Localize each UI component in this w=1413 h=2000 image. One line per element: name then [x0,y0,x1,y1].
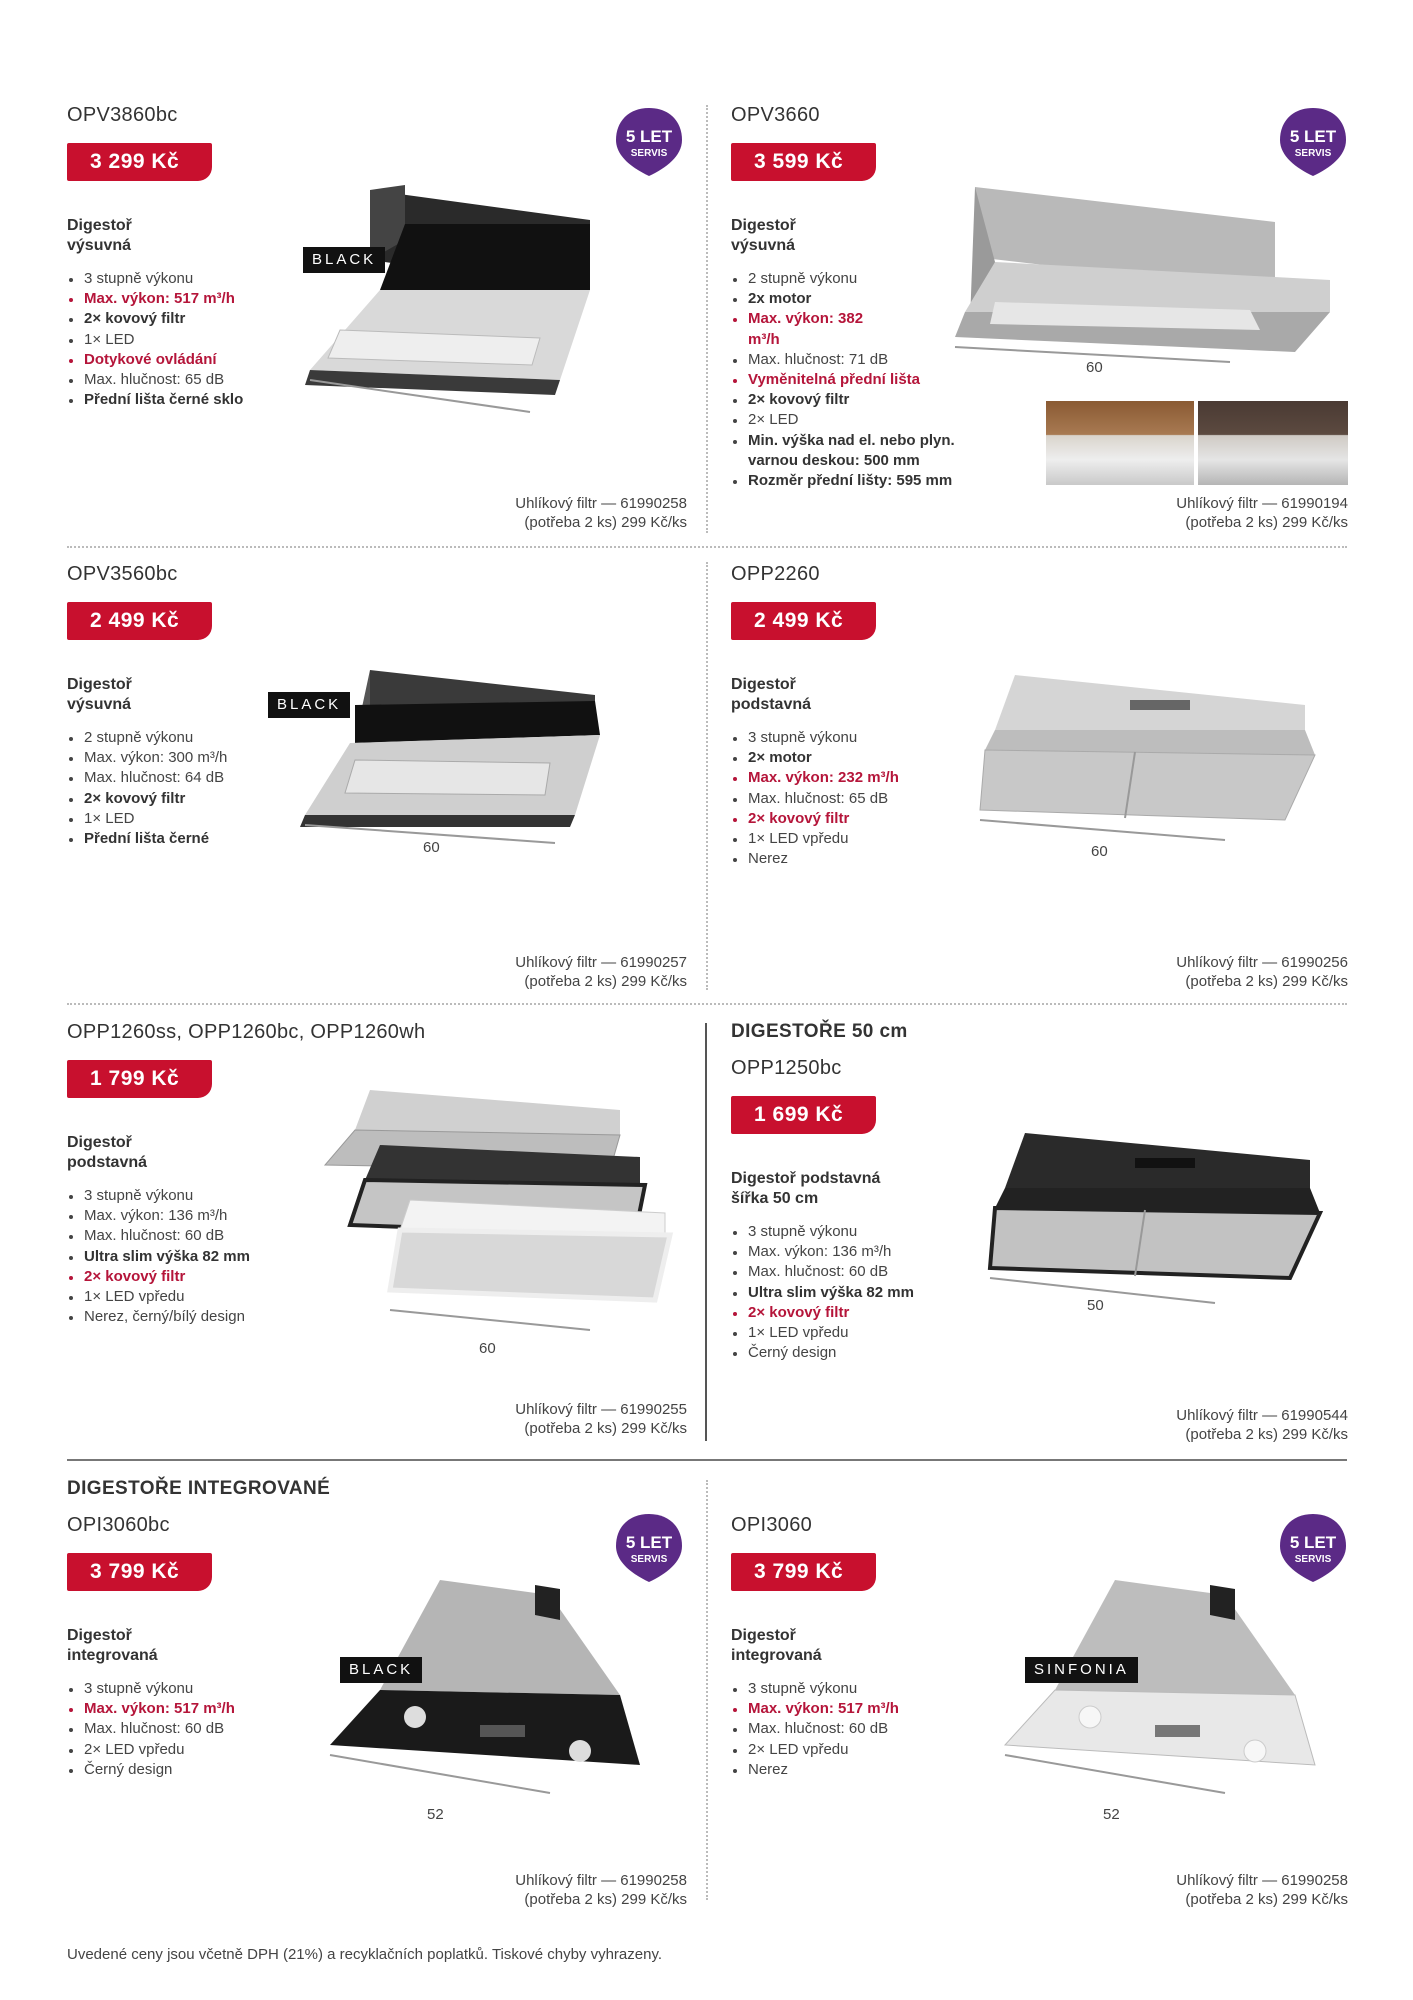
5-let-servis-badge [614,1512,684,1584]
product-title: OPP1260ss, OPP1260bc, OPP1260wh [67,1021,426,1043]
price-tag: 3 599 Kč [731,143,876,181]
price-tag: 1 799 Kč [67,1060,212,1098]
carbon-filter-info: Uhlíkový filtr — 61990258 (potřeba 2 ks) 299 Kč/ks [1176,1872,1348,1908]
feature-item: 1× LED vpředu [731,1323,991,1343]
carbon-filter-info: Uhlíkový filtr — 61990544 (potřeba 2 ks) 299 Kč/ks [1176,1407,1348,1443]
feature-item: Max. hlučnost: 64 dB [67,768,327,788]
product-type: Digestoř podstavná [731,676,812,713]
product-title: OPI3060 [731,1514,813,1536]
feature-item: 1× LED vpředu [67,1287,327,1307]
feature-item: 2 stupně výkonu [67,728,327,748]
feature-item: Max. výkon: 517 m³/h [67,1699,327,1719]
feature-item: Max. výkon: 517 m³/h [731,1699,991,1719]
feature-item: Max. hlučnost: 65 dB [67,370,327,390]
price-tag: 3 799 Kč [67,1553,212,1591]
svg-text:SERVIS: SERVIS [1294,148,1332,159]
feature-item: 1× LED vpředu [731,829,991,849]
price-tag: 1 699 Kč [731,1096,876,1134]
feature-item: Přední lišta černé [67,829,327,849]
hood-image-steel-underbuilt [975,670,1330,855]
product-type: Digestoř podstavná šířka 50 cm [731,1170,881,1207]
feature-item: 3 stupně výkonu [731,1222,991,1242]
feature-list [731,728,991,869]
5-let-servis-badge [1278,106,1348,178]
feature-item: Max. výkon: 136 m³/h [731,1242,991,1262]
feature-item: Max. hlučnost: 60 dB [731,1262,991,1282]
svg-text:5 LET: 5 LET [625,127,673,146]
kitchen-photo-1 [1046,401,1194,485]
feature-item: 2× LED vpředu [731,1740,991,1760]
product-type: Digestoř výsuvná [67,676,132,713]
product-type: Digestoř výsuvná [67,217,132,254]
dimension-label: 52 [427,1806,444,1823]
product-title: OPI3060bc [67,1514,170,1536]
hood-image-three-variants [320,1085,690,1355]
dimension-label: 60 [1091,843,1108,860]
feature-list [731,1679,991,1780]
feature-item: 3 stupně výkonu [67,1679,327,1699]
feature-item: 2× kovový filtr [731,390,996,410]
product-title: OPP1250bc [731,1057,842,1079]
hood-image-black-slideout [300,180,670,420]
feature-item: 2× motor [731,748,991,768]
dimension-label: 60 [1086,359,1103,376]
feature-item: 3 stupně výkonu [731,728,991,748]
svg-text:SERVIS: SERVIS [630,1554,668,1565]
svg-text:5 LET: 5 LET [1289,1533,1337,1552]
carbon-filter-info: Uhlíkový filtr — 61990258 (potřeba 2 ks) 299 Kč/ks [515,1872,687,1908]
5-let-servis-badge [1278,1512,1348,1584]
feature-item: 1× LED [67,330,327,350]
kitchen-photo-2 [1198,401,1348,485]
product-title: OPV3660 [731,104,820,126]
feature-item: 2× kovový filtr [731,1303,991,1323]
price-tag: 2 499 Kč [67,602,212,640]
feature-item: 3 stupně výkonu [731,1679,991,1699]
feature-item: 2 stupně výkonu [731,269,996,289]
feature-item: Max. výkon: 136 m³/h [67,1206,327,1226]
hood-image-steel-integrated [995,1575,1325,1815]
row-divider-3 [67,1459,1347,1461]
row-divider-2 [67,1003,1347,1005]
feature-item: Max. hlučnost: 71 dB [731,350,996,370]
carbon-filter-info: Uhlíkový filtr — 61990257 (potřeba 2 ks) 299 Kč/ks [515,954,687,990]
product-type: Digestoř podstavná [67,1134,148,1171]
feature-item: 3 stupně výkonu [67,1186,327,1206]
feature-item: Max. výkon: 382 m³/h [731,309,881,349]
feature-item: Nerez [731,849,991,869]
feature-item: Max. výkon: 232 m³/h [731,768,991,788]
hood-image-steel-slideout [950,182,1340,372]
feature-item: Ultra slim výška 82 mm [731,1283,991,1303]
column-divider-bottom [706,1480,708,1900]
hood-image-black-integrated [320,1575,650,1815]
feature-list [67,1186,327,1327]
carbon-filter-info: Uhlíkový filtr — 61990256 (potřeba 2 ks) 299 Kč/ks [1176,954,1348,990]
footer-note: Uvedené ceny jsou včetně DPH (21%) a recyklačních poplatků. Tiskové chyby vyhrazeny. [67,1946,663,1963]
dimension-label: 60 [479,1340,496,1357]
carbon-filter-info: Uhlíkový filtr — 61990194 (potřeba 2 ks) 299 Kč/ks [1176,495,1348,531]
feature-item: Vyměnitelná přední lišta [731,370,996,390]
dimension-label: 52 [1103,1806,1120,1823]
price-tag: 2 499 Kč [731,602,876,640]
feature-item: Max. hlučnost: 60 dB [67,1226,327,1246]
feature-item: 2x motor [731,289,996,309]
black-label: BLACK [268,692,350,718]
carbon-filter-info: Uhlíkový filtr — 61990258 (potřeba 2 ks) 299 Kč/ks [515,495,687,531]
feature-item: Max. výkon: 300 m³/h [67,748,327,768]
product-title: OPV3560bc [67,563,178,585]
product-type: Digestoř integrovaná [67,1627,158,1664]
hood-image-black-underbuilt [985,1128,1325,1318]
feature-item: Max. hlučnost: 60 dB [731,1719,991,1739]
feature-item: Max. výkon: 517 m³/h [67,289,327,309]
dimension-label: 60 [423,839,440,856]
dimension-label: 50 [1087,1297,1104,1314]
feature-item: Nerez, černý/bílý design [67,1307,327,1327]
product-title: OPV3860bc [67,104,178,126]
feature-item: 2× kovový filtr [67,1267,327,1287]
feature-item: Černý design [67,1760,327,1780]
feature-item: 2× LED vpředu [67,1740,327,1760]
section-heading: DIGESTOŘE INTEGROVANÉ [67,1478,331,1499]
column-divider-50cm [705,1023,707,1441]
feature-item: Černý design [731,1343,991,1363]
svg-text:5 LET: 5 LET [625,1533,673,1552]
product-title: OPP2260 [731,563,820,585]
svg-text:SERVIS: SERVIS [630,148,668,159]
feature-item: Rozměr přední lišty: 595 mm [731,471,996,491]
svg-text:5 LET: 5 LET [1289,127,1337,146]
feature-item: Nerez [731,1760,991,1780]
feature-item: 1× LED [67,809,327,829]
feature-list [67,269,327,410]
black-label: BLACK [340,1657,422,1683]
feature-item: Přední lišta černé sklo [67,390,327,410]
column-divider-top [706,105,708,533]
section-heading: DIGESTOŘE 50 cm [731,1021,908,1042]
feature-item: 2× LED [731,410,996,430]
product-type: Digestoř výsuvná [731,217,796,254]
feature-item: 2× kovový filtr [67,789,327,809]
price-tag: 3 299 Kč [67,143,212,181]
feature-item: Max. hlučnost: 60 dB [67,1719,327,1739]
feature-item: 2× kovový filtr [67,309,327,329]
sinfonia-label: SINFONIA [1025,1657,1138,1683]
carbon-filter-info: Uhlíkový filtr — 61990255 (potřeba 2 ks) 299 Kč/ks [515,1401,687,1437]
feature-item: Dotykové ovládání [67,350,327,370]
feature-item: Ultra slim výška 82 mm [67,1247,327,1267]
feature-item: Min. výška nad el. nebo plyn. varnou deskou: 500 mm [731,431,996,471]
black-label: BLACK [303,247,385,273]
feature-item: Max. hlučnost: 65 dB [731,789,991,809]
column-divider-mid [706,562,708,990]
5-let-servis-badge [614,106,684,178]
product-type: Digestoř integrovaná [731,1627,822,1664]
price-tag: 3 799 Kč [731,1553,876,1591]
svg-text:SERVIS: SERVIS [1294,1554,1332,1565]
feature-item: 2× kovový filtr [731,809,991,829]
feature-list [731,1222,991,1363]
feature-list [67,728,327,849]
row-divider-1 [67,546,1347,548]
feature-list [67,1679,327,1780]
feature-item: 3 stupně výkonu [67,269,327,289]
